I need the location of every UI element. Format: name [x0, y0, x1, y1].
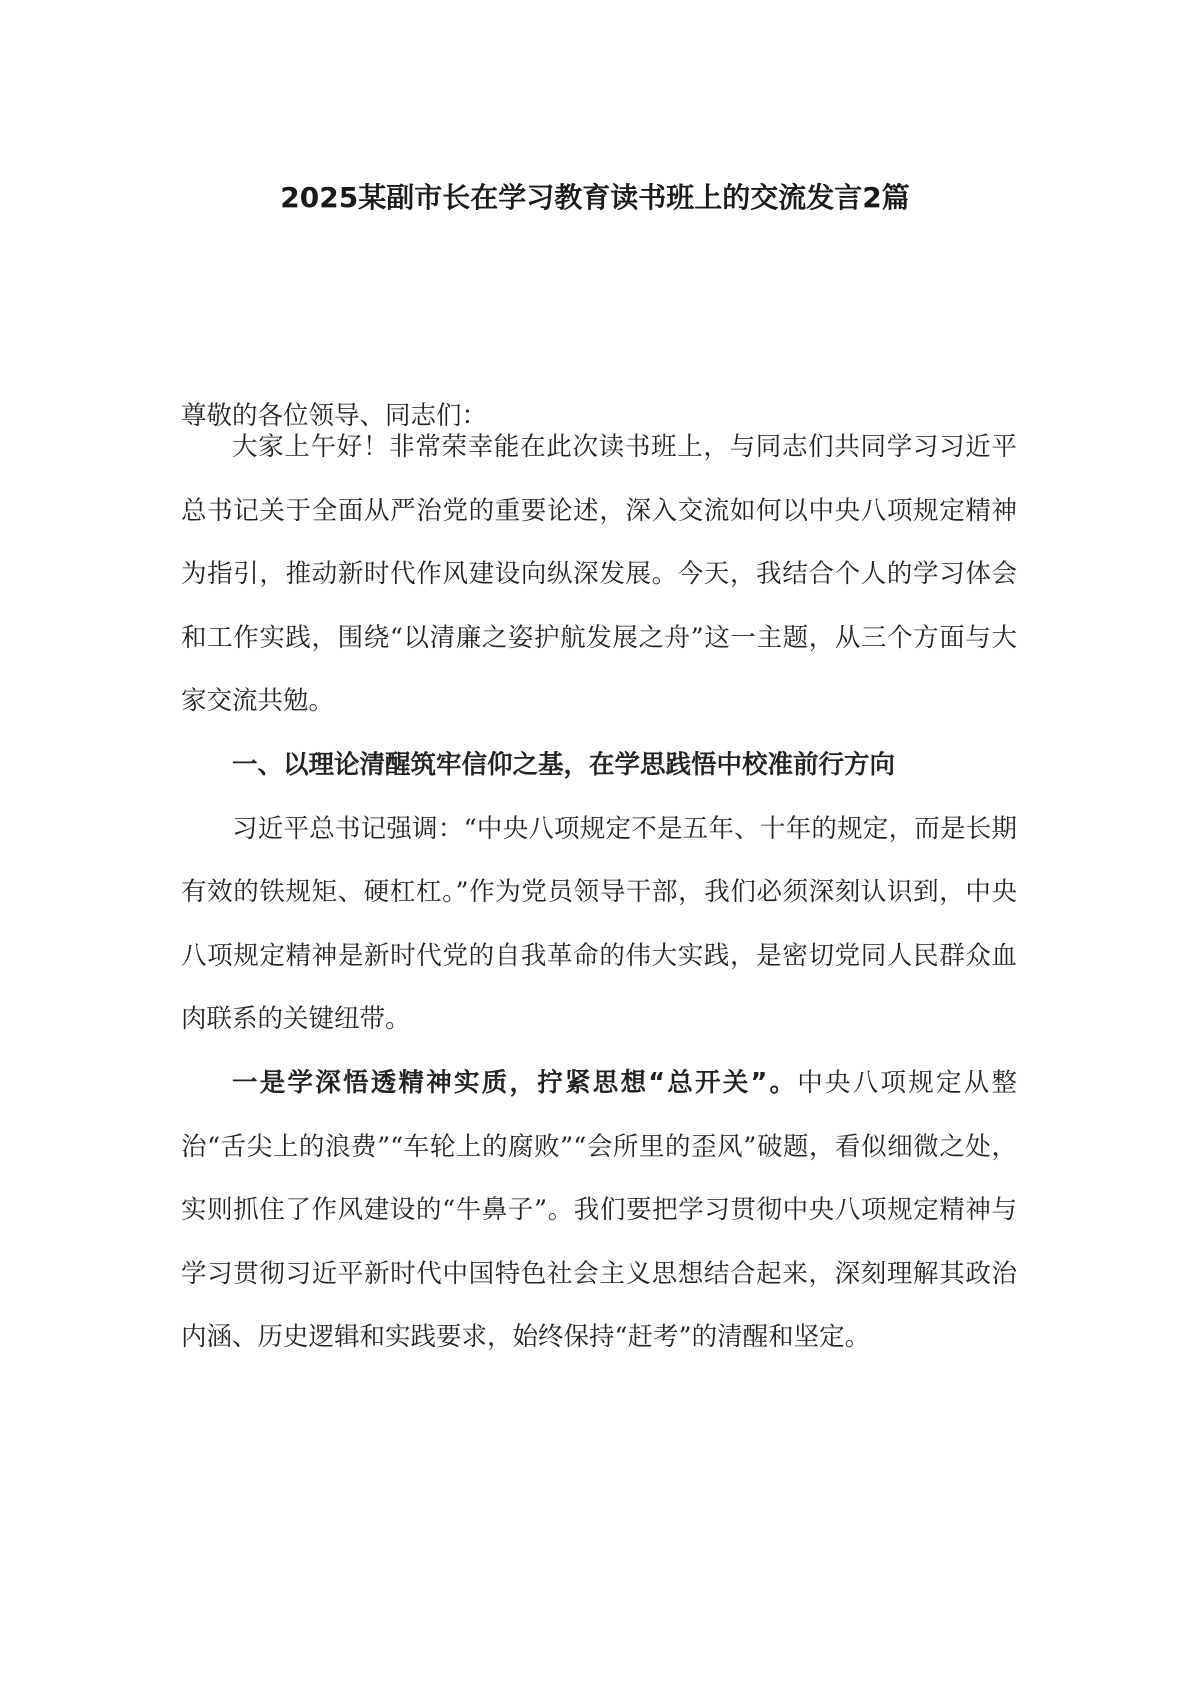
section-heading-1: 一、以理论清醒筑牢信仰之基，在学思践悟中校准前行方向 [232, 749, 896, 780]
paragraph-3-lead: 一是学深悟透精神实质，拧紧思想“总开关”。 [232, 1067, 798, 1098]
intro-block [181, 416, 1017, 1370]
paragraph-2: 习近平总书记强调：“中央八项规定不是五年、十年的规定，而是长期有效的铁规矩、硬杠杠。”作为党员领导干部，我们必须深刻认识到，中央八项规定精神是新时代党的自我革命的伟大实践，是密切党同人民群众血肉联系的关键纽带。 [181, 813, 1017, 1035]
document-title: 2025某副市长在学习教育读书班上的交流发言2篇 [280, 181, 910, 214]
salutation: 尊敬的各位领导、同志们： [181, 401, 488, 431]
paragraph-3-body: 中央八项规定从整治“舌尖上的浪费”“车轮上的腐败”“会所里的歪风”破题，看似细微之处，实则抓住了作风建设的“牛鼻子”。我们要把学习贯彻中央八项规定精神与学习贯彻习近平新时代中国特色社会主义思想结合起来，深刻理解其政治内涵、历史逻辑和实践要求，始终保持“赶考”的清醒和坚定。 [181, 1067, 1017, 1353]
paragraph-3 [181, 1052, 1017, 1370]
intro-paragraph: 大家上午好！非常荣幸能在此次读书班上，与同志们共同学习习近平总书记关于全面从严治党的重要论述，深入交流如何以中央八项规定精神为指引，推动新时代作风建设向纵深发展。今天，我结合个人的学习体会和工作实践，围绕“以清廉之姿护航发展之舟”这一主题，从三个方面与大家交流共勉。 [181, 432, 1017, 717]
